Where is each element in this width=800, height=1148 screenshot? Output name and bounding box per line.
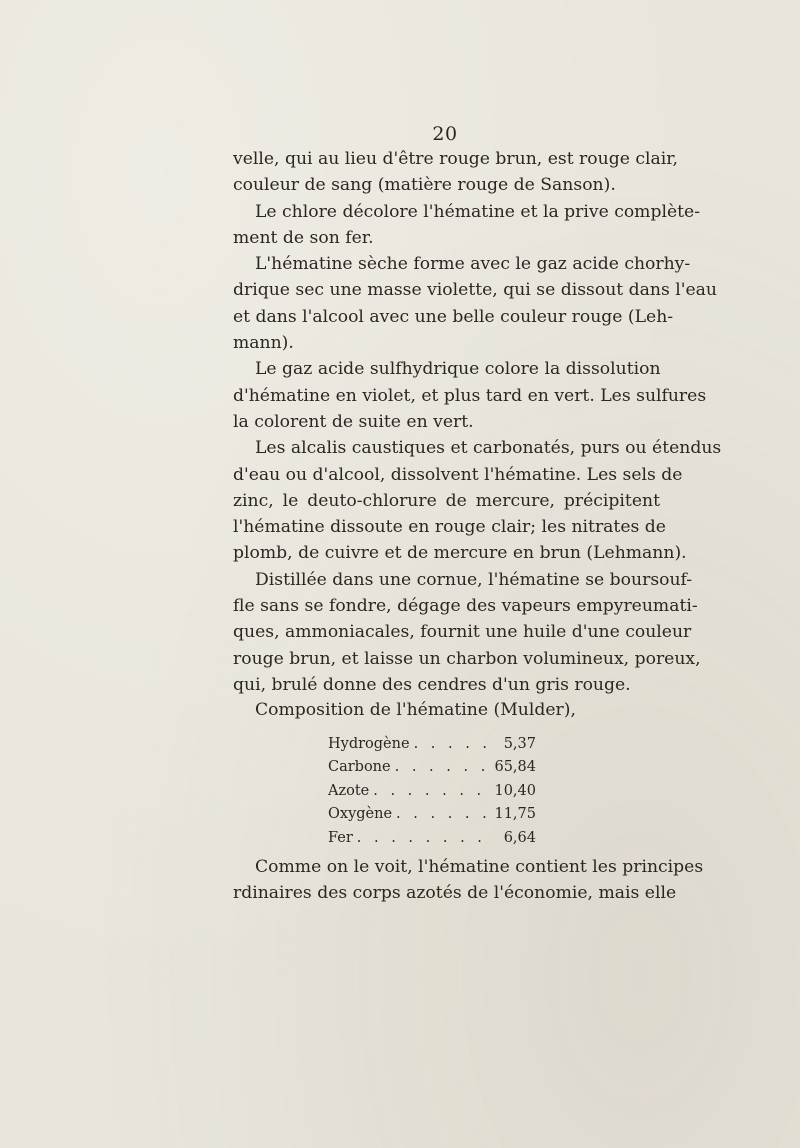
paragraph [233,251,717,356]
element-name: Oxygène [328,806,393,823]
element-name: Carbone [328,759,391,776]
element-value: 10,40 [494,782,536,799]
text-line: couleur de sang (matière rouge de Sanson). [233,175,616,196]
text-line: l'hématine dissoute en rouge clair; les nitrates de [233,517,666,538]
paragraph [233,567,701,698]
body-text-top [233,146,722,698]
text-line: rouge brun, et laisse un charbon volumineux, poreux, [233,648,701,669]
text-line: Les alcalis caustiques et carbonatés, purs ou étendus [255,438,722,459]
dot-leader [391,756,492,779]
text-line: Comme on le voit, l'hématine contient les principes [255,857,704,877]
body-text-bottom [233,854,704,907]
text-line: ment de son fer. [233,227,374,248]
text-line: rdinaires des corps azotés de l'économie, mais elle [233,883,677,904]
composition-row [328,780,536,803]
text-line: la colorent de suite en vert. [233,411,474,432]
text-line: plomb, de cuivre et de mercure en brun (Lehmann). [233,543,687,564]
paragraph [233,356,707,435]
text-line: Le chlore décolore l'hématine et la prive complète- [255,201,701,222]
composition-caption: Composition de l'hématine (Mulder), [255,700,576,720]
text-line: ques, ammoniacales, fournit une huile d'une couleur [233,622,692,643]
composition-row [328,803,536,826]
text-line: zinc, le deuto-chlorure de mercure, précipitent [233,490,660,511]
text-line: L'hématine sèche forme avec le gaz acide chorhy- [255,254,691,275]
paragraph [233,854,704,907]
element-name: Hydrogène [328,736,410,752]
dot-leader [353,827,492,850]
paragraph [233,199,701,252]
text-line: fle sans se fondre, dégage des vapeurs empyreumati- [233,596,698,617]
element-value: 65,84 [494,759,536,776]
element-value: 5,37 [503,736,536,752]
element-name: Azote [328,782,370,799]
text-line: d'eau ou d'alcool, dissolvent l'hématine. Les sels de [233,464,683,485]
text-line: mann). [233,333,294,354]
paragraph [233,435,722,566]
text-line: Distillée dans une cornue, l'hématine se boursouf- [255,569,693,590]
text-line: velle, qui au lieu d'être rouge brun, est rouge clair, [233,149,678,169]
element-value: 6,64 [503,829,536,846]
composition-row [328,733,536,756]
text-line: d'hématine en violet, et plus tard en vert. Les sulfures [233,385,707,406]
dot-leader [369,780,492,803]
text-line: drique sec une masse violette, qui se dissout dans l'eau [233,280,717,301]
element-name: Fer [328,829,353,846]
dot-leader [410,733,492,756]
paragraph [233,146,678,199]
page-number: 20 [432,123,458,145]
composition-table [328,733,536,850]
composition-row [328,756,536,779]
composition-row [328,827,536,850]
text-line: Le gaz acide sulfhydrique colore la dissolution [255,359,661,380]
element-value: 11,75 [494,806,536,823]
text-line: et dans l'alcool avec une belle couleur rouge (Leh- [233,306,674,327]
dot-leader [392,803,492,826]
text-line: qui, brulé donne des cendres d'un gris rouge. [233,674,631,695]
